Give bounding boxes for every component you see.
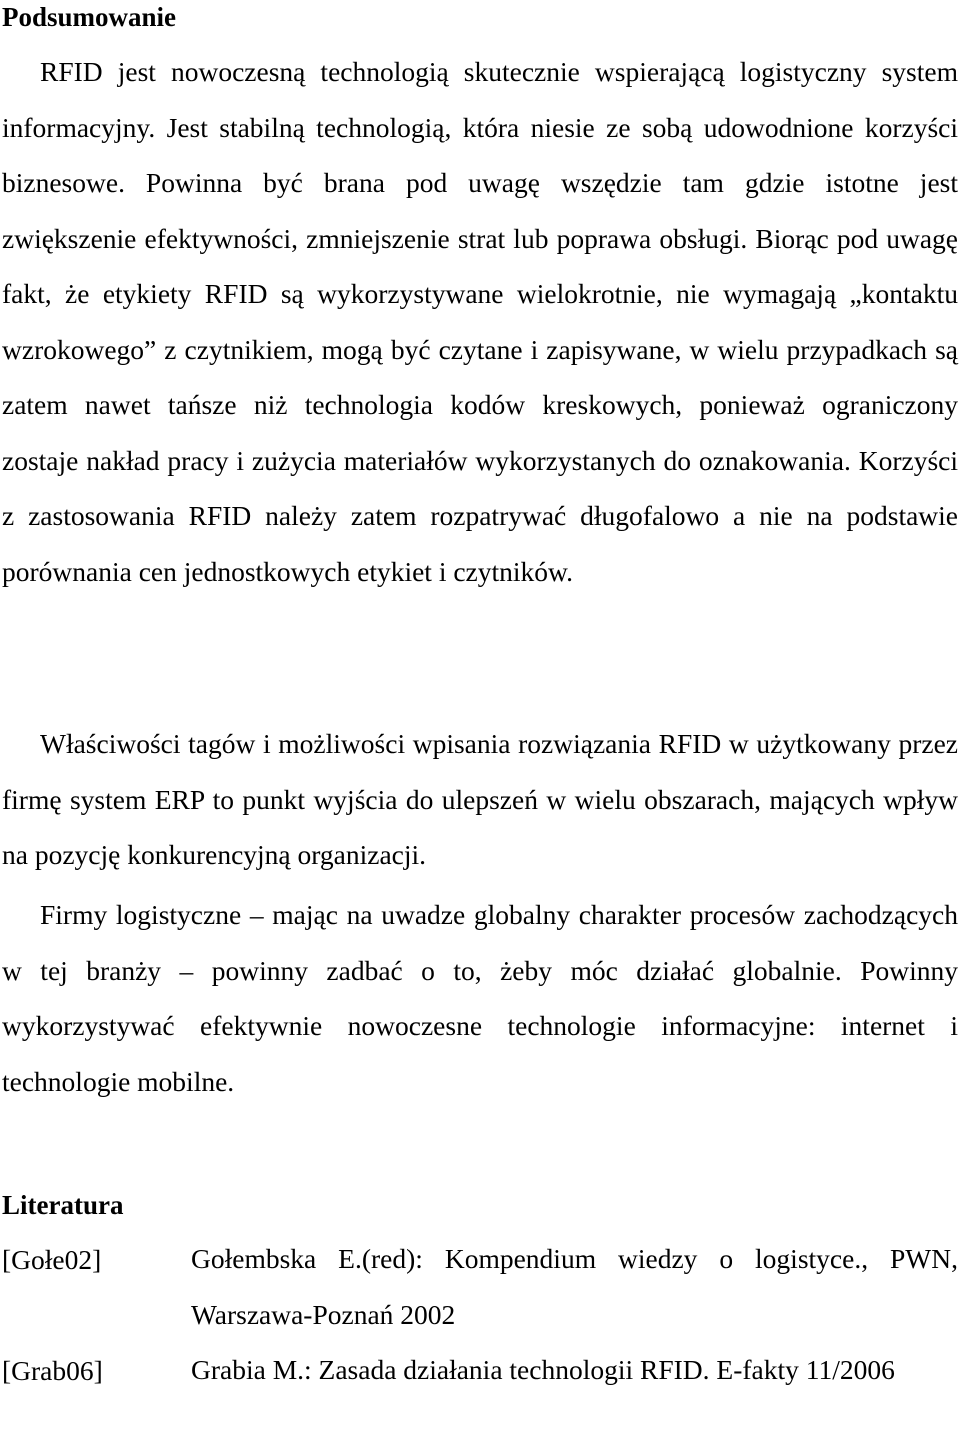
bibliography-text: Grabia M.: Zasada działania technologii RFID. E-fakty 11/2006 — [191, 1354, 895, 1385]
bibliography-key: [Grab06] — [2, 1355, 103, 1386]
summary-paragraph-2: Właściwości tagów i możliwości wpisania rozwiązania RFID w użytkowany przez firmę system ERP to punkt wyjścia do ulepszeń w wielu obszarach, mających wpływ na pozycję konkurencyjną organizacji. — [2, 728, 958, 870]
bibliography-text: Gołembska E.(red): Kompendium wiedzy o logistyce., PWN, Warszawa-Poznań 2002 — [191, 1243, 958, 1330]
summary-paragraph-3: Firmy logistyczne – mając na uwadze globalny charakter procesów zachodzących w tej branży – powinny zadbać o to, żeby móc działać globalnie. Powinny wykorzystywać efektywnie nowoczesne technologie informacyjne: internet i technologie mobilne. — [2, 899, 958, 1097]
summary-paragraph-1: RFID jest nowoczesną technologią skutecznie wspierającą logistyczny system informacyjny. Jest stabilną technologią, która niesie ze sobą udowodnione korzyści biznesowe. Powinna być brana pod uwagę wszędzie tam gdzie istotne jest zwiększenie efektywności, zmniejszenie strat lub poprawa obsługi. Biorąc pod uwagę fakt, że etykiety RFID są wykorzystywane wielokrotnie, nie wymagają „kontaktu wzrokowego” z czytnikiem, mogą być czytane i zapisywane, w wielu przypadkach są zatem nawet tańsze niż technologia kodów kreskowych, ponieważ ograniczony zostaje nakład pracy i zużycia materiałów wykorzystanych do oznakowania. Korzyści z zastosowania RFID należy zatem rozpatrywać długofalowo a nie na podstawie porównania cen jednostkowych etykiet i czytników. — [2, 56, 958, 587]
summary-heading: Podsumowanie — [2, 2, 177, 32]
bibliography-key: [Gołe02] — [2, 1244, 102, 1275]
literature-heading: Literatura — [2, 1190, 124, 1220]
